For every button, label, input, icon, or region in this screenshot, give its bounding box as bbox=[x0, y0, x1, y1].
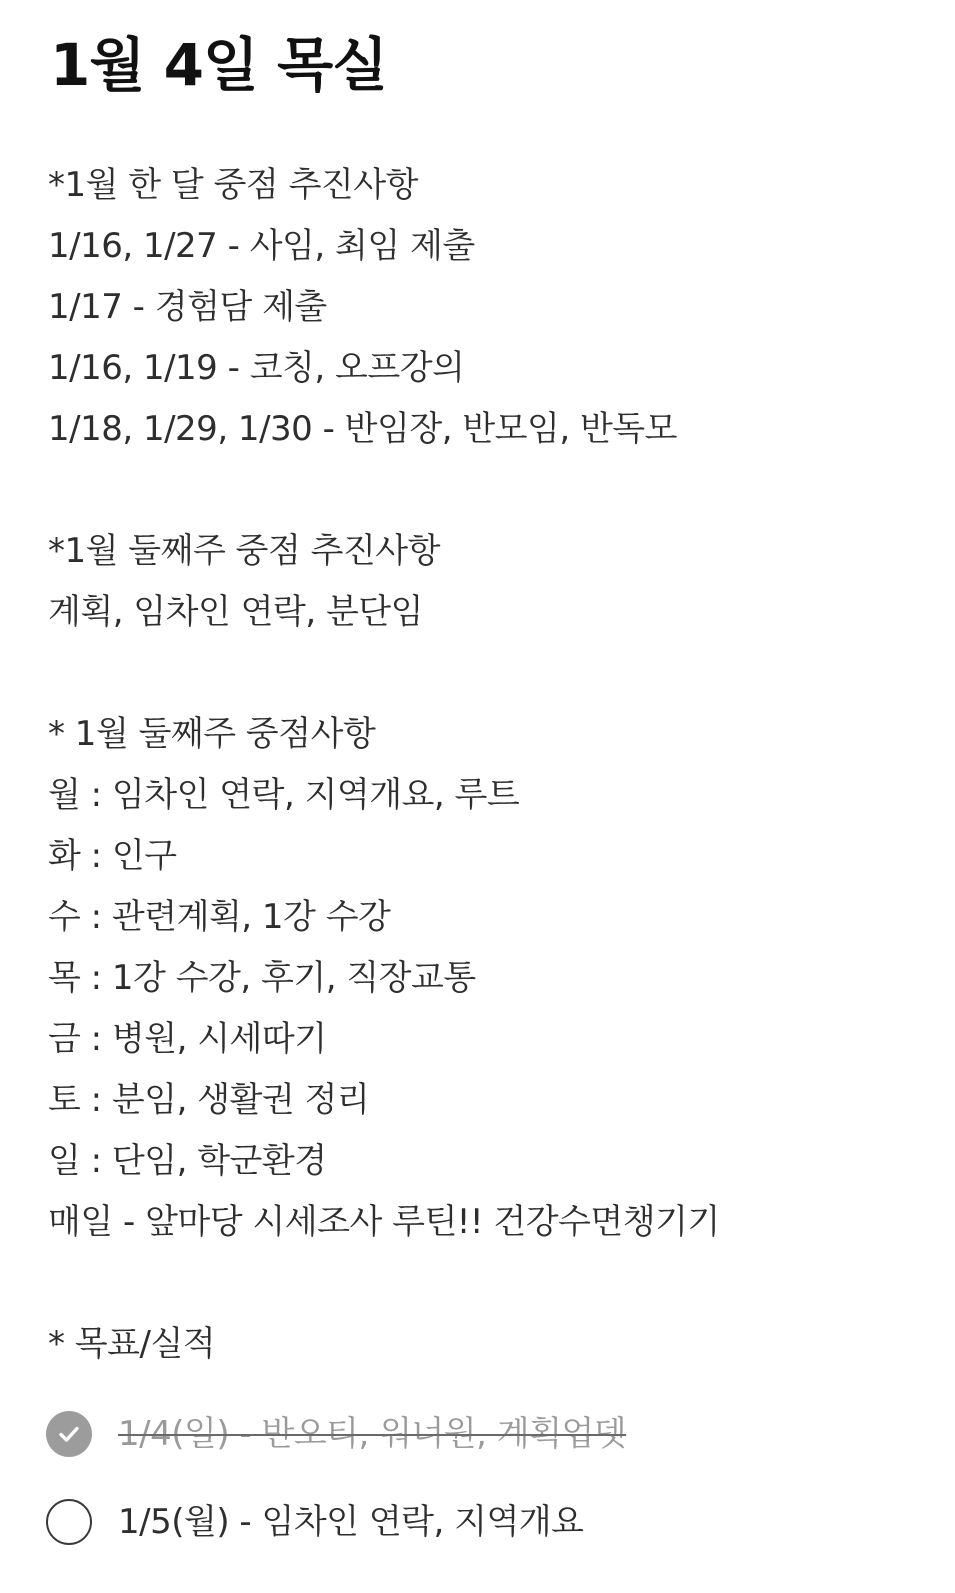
note-line: * 1월 둘째주 중점사항 bbox=[48, 714, 376, 754]
note-line: 화 : 인구 bbox=[48, 836, 177, 876]
blank-line bbox=[48, 460, 908, 521]
note-line: 1/16, 1/27 - 사임, 최임 제출 bbox=[48, 226, 475, 266]
note-line: 1/16, 1/19 - 코칭, 오프강의 bbox=[48, 348, 465, 388]
note-line: 목 : 1강 수강, 후기, 직장교통 bbox=[48, 958, 476, 998]
note-line: 계획, 임차인 연락, 분단임 bbox=[48, 592, 423, 632]
checkmark-circle-icon[interactable] bbox=[46, 1411, 92, 1457]
note-title: 1월 4일 목실 bbox=[50, 31, 388, 99]
blank-line bbox=[48, 1253, 908, 1314]
note-line: 매일 - 앞마당 시세조사 루틴!! 건강수면챙기기 bbox=[48, 1202, 720, 1242]
checklist bbox=[46, 1390, 906, 1566]
checklist-item-unchecked bbox=[46, 1478, 906, 1566]
checklist-item-label: 1/4(일) - 반오티, 워너원, 계획업뎃 bbox=[118, 1414, 627, 1454]
checkmark-glyph bbox=[56, 1421, 82, 1447]
note-line: 일 : 단임, 학군환경 bbox=[48, 1141, 327, 1181]
note-line: 1/17 - 경험담 제출 bbox=[48, 287, 327, 327]
note-line: 토 : 분임, 생활권 정리 bbox=[48, 1080, 370, 1120]
blank-line bbox=[48, 643, 908, 704]
note-line: 수 : 관련계획, 1강 수강 bbox=[48, 897, 391, 937]
note-line: 월 : 임차인 연락, 지역개요, 루트 bbox=[48, 775, 520, 815]
note-line: 금 : 병원, 시세따기 bbox=[48, 1019, 327, 1059]
checklist-item-checked bbox=[46, 1390, 906, 1478]
note-line: * 목표/실적 bbox=[48, 1324, 216, 1364]
checklist-item-label: 1/5(월) - 임차인 연락, 지역개요 bbox=[118, 1502, 584, 1542]
empty-circle-icon[interactable] bbox=[46, 1499, 92, 1545]
note-line: *1월 한 달 중점 추진사항 bbox=[48, 165, 418, 205]
note-body[interactable] bbox=[48, 155, 908, 1375]
note-line: *1월 둘째주 중점 추진사항 bbox=[48, 531, 440, 571]
note-line: 1/18, 1/29, 1/30 - 반임장, 반모임, 반독모 bbox=[48, 409, 677, 449]
